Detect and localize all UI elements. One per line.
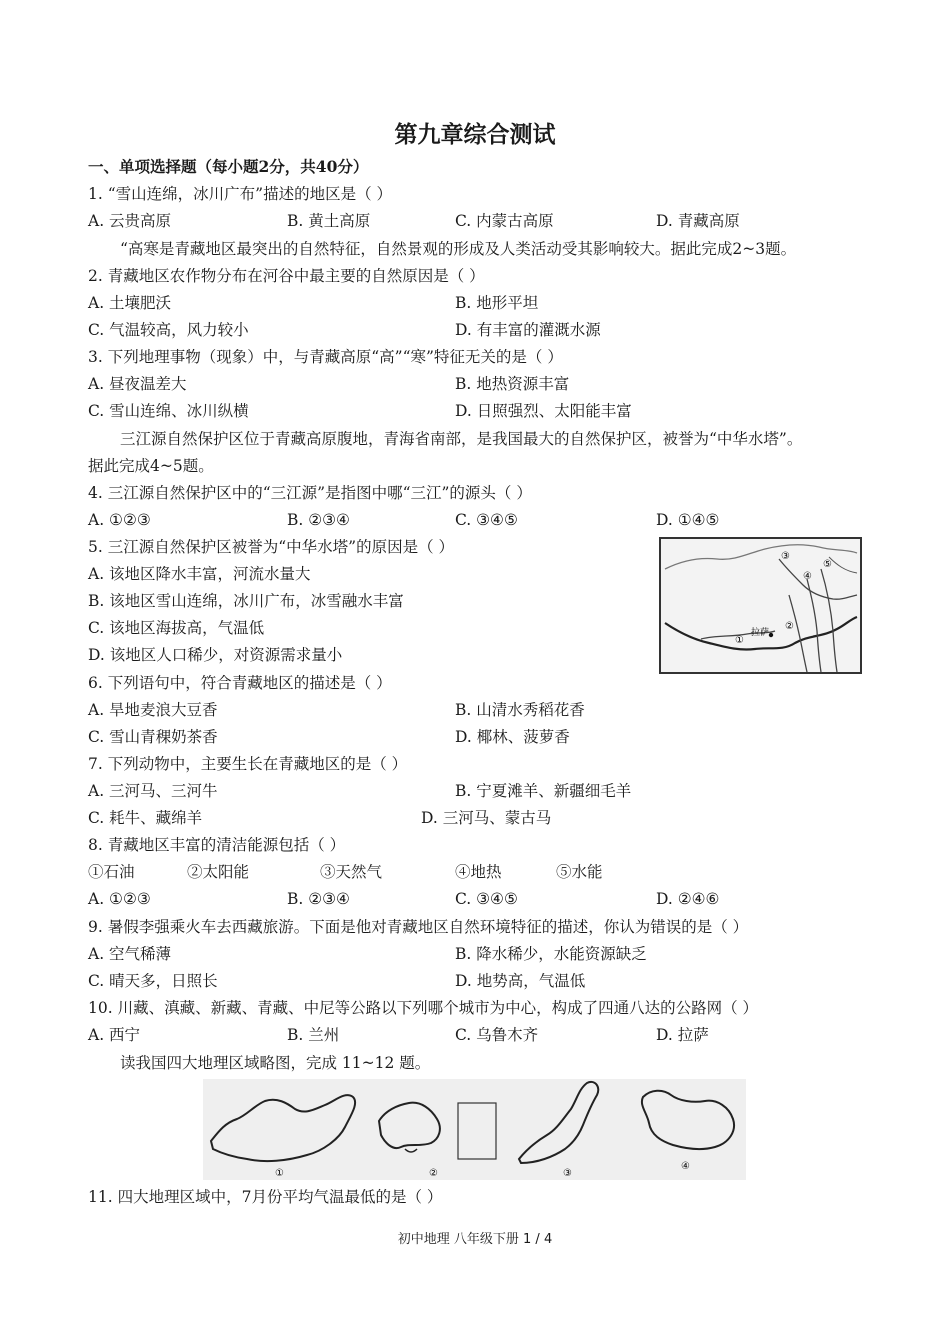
region-3-outline: [519, 1082, 598, 1163]
question-5: 5. 三江源自然保护区被誉为“中华水塔”的原因是（ ）: [88, 538, 454, 556]
region-label-1: ①: [275, 1168, 284, 1179]
q6-option-a: A. 旱地麦浪大豆香: [88, 701, 218, 719]
q1-option-a: A. 云贵高原: [88, 212, 172, 230]
q1-option-c: C. 内蒙古高原: [455, 212, 554, 230]
q8-option-a: A. ①②③: [88, 890, 151, 908]
q4-option-b: B. ②③④: [287, 511, 350, 529]
q3-option-a: A. 昼夜温差大: [88, 375, 187, 393]
question-4: 4. 三江源自然保护区中的“三江源”是指图中哪“三江”的源头（ ）: [88, 484, 532, 502]
question-7: 7. 下列动物中，主要生长在青藏地区的是（ ）: [88, 755, 408, 773]
q3-option-b: B. 地热资源丰富: [455, 375, 570, 393]
q8-item-3: ③天然气: [320, 863, 383, 881]
q7-option-c: C. 耗牛、藏绵羊: [88, 809, 203, 827]
q4-option-a: A. ①②③: [88, 511, 151, 529]
region-label-4: ④: [681, 1161, 690, 1172]
lhasa-dot: [769, 633, 773, 637]
question-6: 6. 下列语句中，符合青藏地区的描述是（ ）: [88, 674, 392, 692]
q2-option-a: A. 土壤肥沃: [88, 294, 172, 312]
q4-option-c: C. ③④⑤: [455, 511, 518, 529]
intro-4-5-line1: 三江源自然保护区位于青藏高原腹地，青海省南部，是我国最大的自然保护区，被誉为“中华水塔”。: [120, 430, 803, 448]
q8-item-5: ⑤水能: [556, 863, 603, 881]
q3-option-c: C. 雪山连绵、冰川纵横: [88, 402, 249, 420]
q8-option-c: C. ③④⑤: [455, 890, 518, 908]
q7-option-a: A. 三河马、三河牛: [88, 782, 218, 800]
map-drawing: [661, 539, 860, 672]
page-footer: 初中地理 八年级下册 1 / 4: [397, 1232, 553, 1247]
three-rivers-map: [659, 537, 862, 674]
q2-option-c: C. 气温较高，风力较小: [88, 321, 249, 339]
question-3: 3. 下列地理事物（现象）中，与青藏高原“高”“寒”特征无关的是（ ）: [88, 348, 563, 366]
q1-option-d: D. 青藏高原: [656, 212, 740, 230]
section-heading: 一、单项选择题（每小题2分，共40分）: [88, 157, 369, 176]
question-9: 9. 暑假李强乘火车去西藏旅游。下面是他对青藏地区自然环境特征的描述，你认为错误的是（ ）: [88, 918, 749, 936]
page-title: 第九章综合测试: [394, 121, 556, 148]
question-10: 10. 川藏、滇藏、新藏、青藏、中尼等公路以下列哪个城市为中心，构成了四通八达的公路网（ ）: [88, 999, 759, 1017]
region-label-3: ③: [563, 1168, 572, 1179]
q9-option-c: C. 晴天多，日照长: [88, 972, 218, 990]
q10-option-b: B. 兰州: [287, 1026, 340, 1044]
map-label-1: ①: [735, 635, 744, 646]
question-2: 2. 青藏地区农作物分布在河谷中最主要的自然原因是（ ）: [88, 267, 485, 285]
q2-option-d: D. 有丰富的灌溉水源: [455, 321, 601, 339]
q4-option-d: D. ①④⑤: [656, 511, 720, 529]
map-label-5: ⑤: [823, 559, 832, 570]
q6-option-c: C. 雪山青稞奶茶香: [88, 728, 218, 746]
question-8: 8. 青藏地区丰富的清洁能源包括（ ）: [88, 836, 346, 854]
intro-2-3: “高寒是青藏地区最突出的自然特征，自然景观的形成及人类活动受其影响较大。据此完成2~3题。: [120, 240, 797, 258]
south-sea-inset: [458, 1103, 496, 1159]
regions-drawing: [203, 1079, 746, 1180]
q5-option-a: A. 该地区降水丰富，河流水量大: [88, 565, 311, 583]
q6-option-d: D. 椰林、菠萝香: [455, 728, 570, 746]
question-11: 11. 四大地理区域中，7月份平均气温最低的是（ ）: [88, 1188, 443, 1206]
q2-option-b: B. 地形平坦: [455, 294, 539, 312]
q7-option-d: D. 三河马、蒙古马: [421, 809, 552, 827]
q5-option-d: D. 该地区人口稀少，对资源需求量小: [88, 646, 343, 664]
intro-4-5-line2: 据此完成4~5题。: [88, 457, 214, 475]
q8-option-b: B. ②③④: [287, 890, 350, 908]
q8-item-1: ①石油: [88, 863, 135, 881]
region-1-outline: [211, 1095, 355, 1161]
q6-option-b: B. 山清水秀稻花香: [455, 701, 585, 719]
map-label-lhasa: 拉萨: [751, 628, 770, 638]
q1-option-b: B. 黄土高原: [287, 212, 371, 230]
intro-11-12: 读我国四大地理区域略图，完成 11~12 题。: [120, 1054, 431, 1072]
q8-item-4: ④地热: [455, 863, 502, 881]
q5-option-c: C. 该地区海拔高，气温低: [88, 619, 265, 637]
q9-option-a: A. 空气稀薄: [88, 945, 172, 963]
region-label-2: ②: [429, 1168, 438, 1179]
question-1: 1. “雪山连绵，冰川广布”描述的地区是（ ）: [88, 185, 392, 203]
q9-option-d: D. 地势高，气温低: [455, 972, 586, 990]
region-4-outline: [642, 1091, 734, 1149]
map-label-3: ③: [781, 551, 790, 562]
q3-option-d: D. 日照强烈、太阳能丰富: [455, 402, 632, 420]
q10-option-c: C. 乌鲁木齐: [455, 1026, 539, 1044]
q8-item-2: ②太阳能: [187, 863, 250, 881]
q8-option-d: D. ②④⑥: [656, 890, 720, 908]
q10-option-d: D. 拉萨: [656, 1026, 709, 1044]
map-label-4: ④: [803, 571, 812, 582]
q10-option-a: A. 西宁: [88, 1026, 141, 1044]
region-2-outline: [379, 1103, 440, 1148]
q7-option-b: B. 宁夏滩羊、新疆细毛羊: [455, 782, 632, 800]
four-regions-figure: [203, 1079, 746, 1180]
q5-option-b: B. 该地区雪山连绵，冰川广布，冰雪融水丰富: [88, 592, 404, 610]
map-label-2: ②: [785, 621, 794, 632]
q9-option-b: B. 降水稀少，水能资源缺乏: [455, 945, 647, 963]
